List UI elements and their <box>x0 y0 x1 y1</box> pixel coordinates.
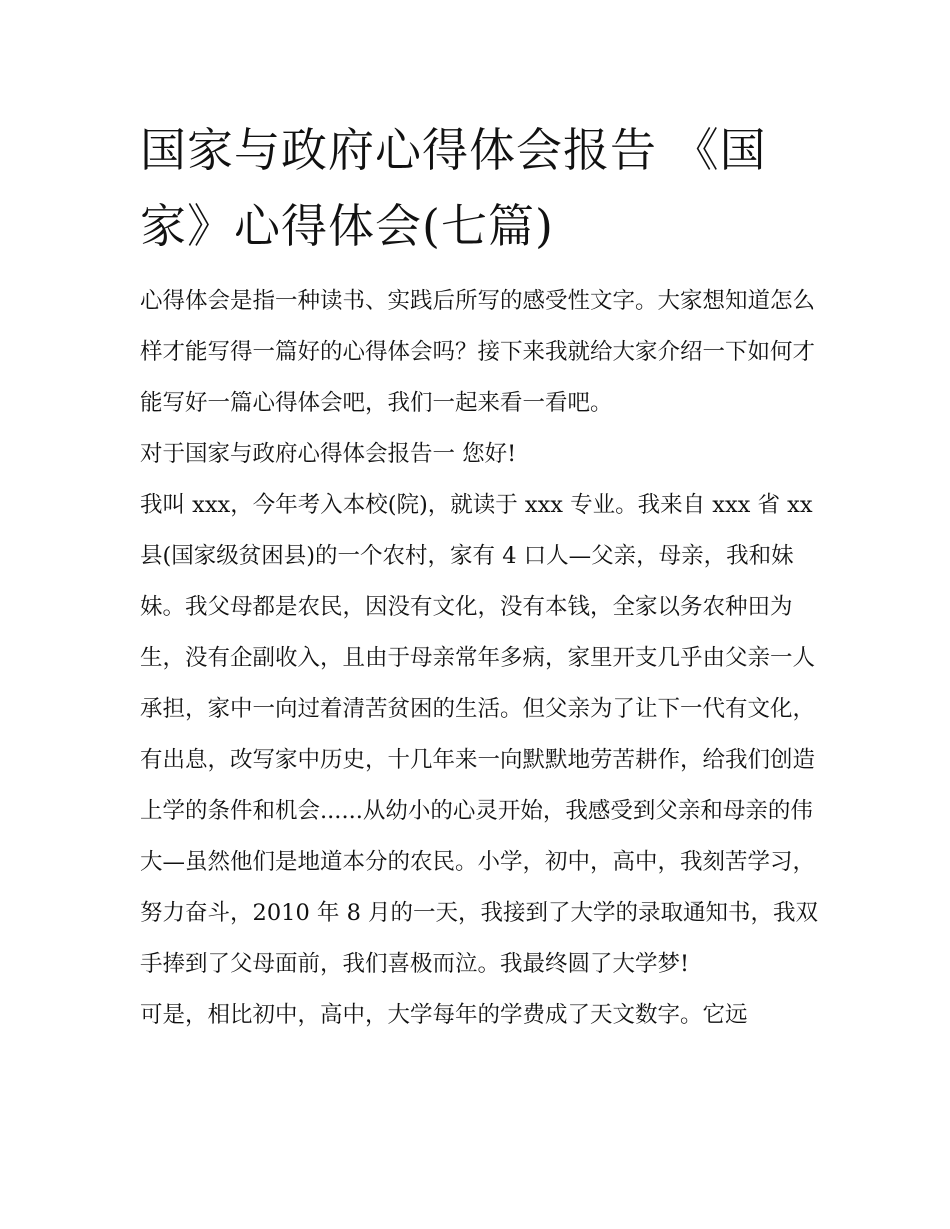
document-body <box>140 276 820 1041</box>
paragraph-intro: 心得体会是指一种读书、实践后所写的感受性文字。大家想知道怎么样才能写得一篇好的心得体会吗？接下来我就给大家介绍一下如何才能写好一篇心得体会吧，我们一起来看一看吧。 <box>140 288 816 416</box>
paragraph-report-heading: 对于国家与政府心得体会报告一 您好! <box>140 441 517 467</box>
paragraph-tuition: 可是，相比初中，高中，大学每年的学费成了天文数字。它远 <box>140 1002 748 1028</box>
document-title: 国家与政府心得体会报告 《国家》心得体会(七篇) <box>140 123 767 253</box>
paragraph-personal-story: 我叫 xxx，今年考入本校(院)，就读于 xxx 专业。我来自 xxx 省 xx 县(国家级贫困县)的一个农村，家有 4 口人—父亲，母亲，我和妹妹。我父母都是农民，因没有文化，没有本钱，全家以务农种田为生，没有企副收入，且由于母亲常年多病，家里开支几乎由父亲一人承担，家中一向过着清苦贫困的生活。但父亲为了让下一代有文化，有出息，改写家中历史，十几年来一向默默地劳苦耕作，给我们创造上学的条件和机会......从幼小的心灵开始，我感受到父亲和母亲的伟大—虽然他们是地道本分的农民。小学，初中，高中，我刻苦学习，努力奋斗，2010 年 8 月的一天，我接到了大学的录取通知书，我双手捧到了父母面前，我们喜极而泣。我最终圆了大学梦! <box>140 492 819 977</box>
